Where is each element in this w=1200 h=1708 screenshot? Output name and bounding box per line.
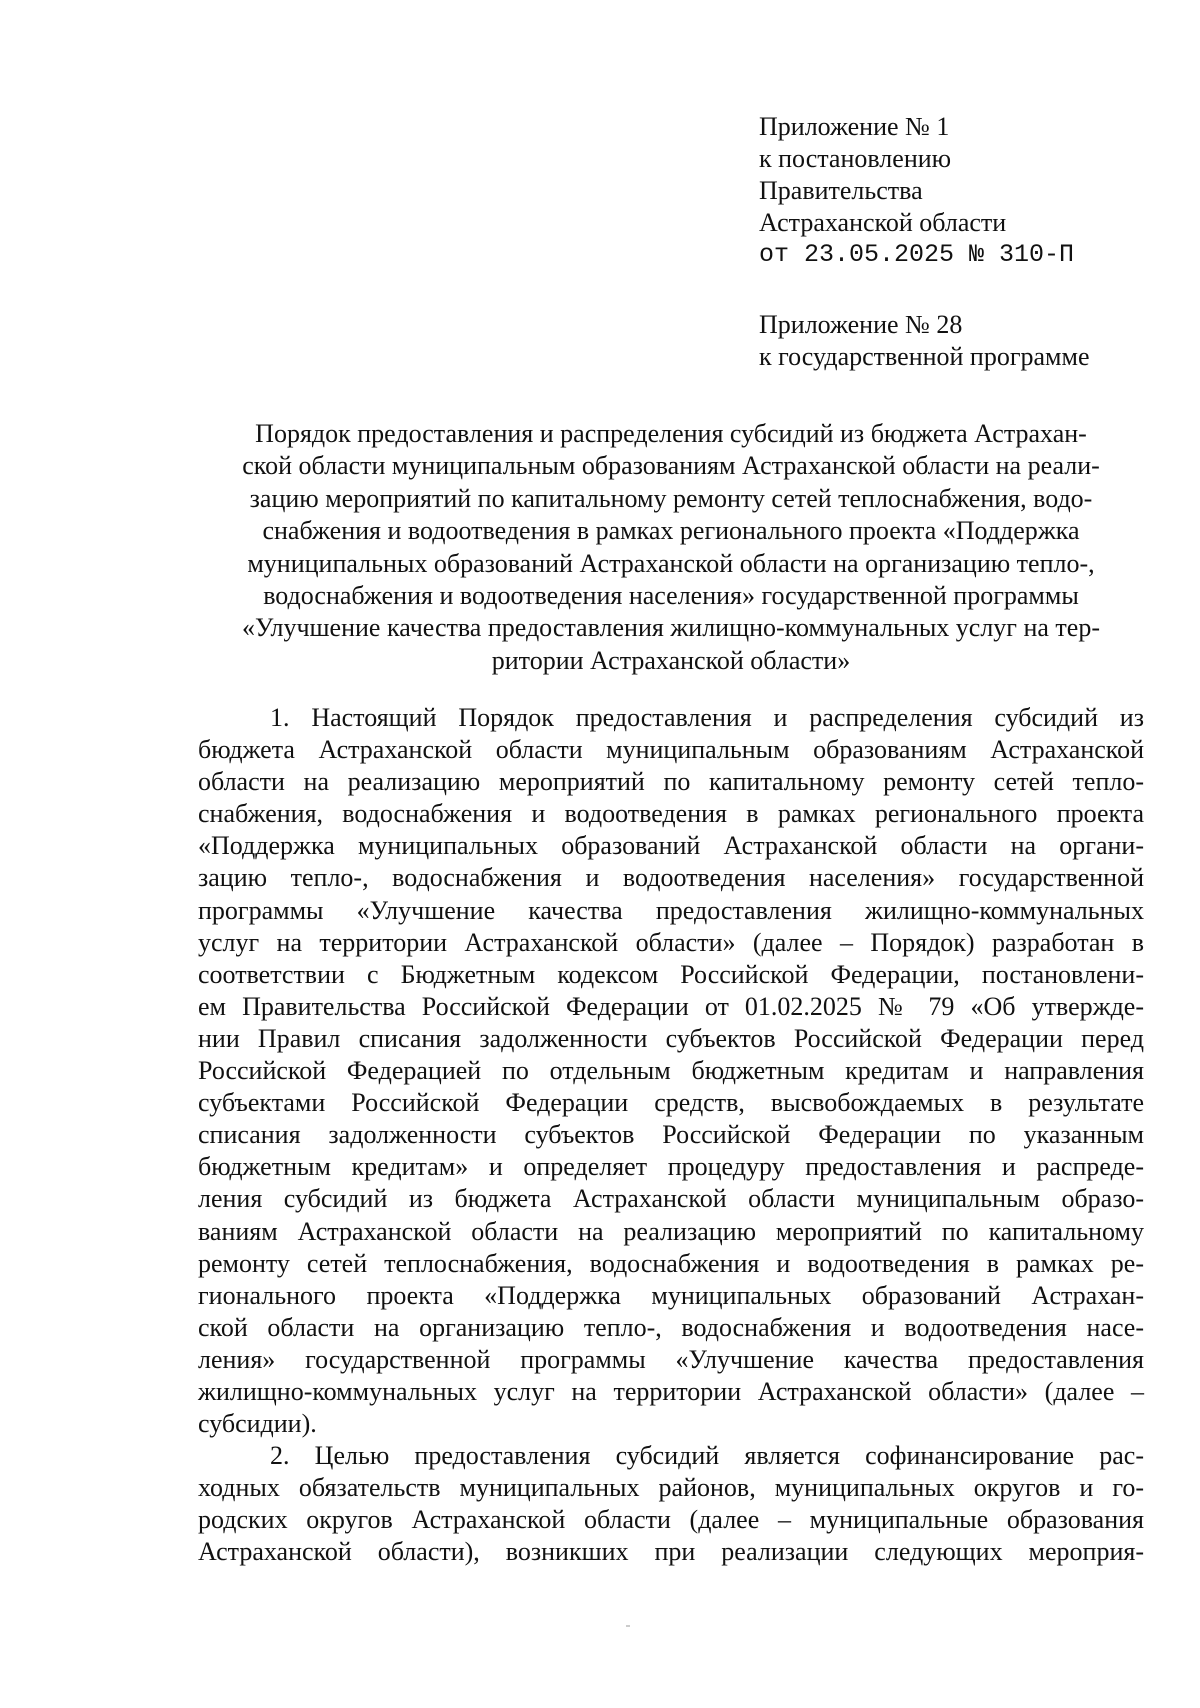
paragraph-line: родских округов Астраханской области (далее – муниципальные образования [198, 1505, 1144, 1535]
title-line: водоснабжения и водоотведения населения» государственной программы [263, 581, 1079, 611]
title-line: Порядок предоставления и распределения субсидий из бюджета Астрахан- [255, 419, 1087, 448]
paragraph-line: Астраханской области), возникших при реализации следующих мероприя- [198, 1537, 1144, 1567]
appendix-1-line: Приложение № 1 [759, 112, 950, 141]
document-title [198, 418, 1144, 677]
appendix-1-line: Правительства [759, 176, 923, 205]
paragraph-line: бюджетным кредитам» и определяет процедуру предоставления и распреде- [198, 1152, 1144, 1182]
paragraph-line: ления субсидий из бюджета Астраханской области муниципальным образо- [198, 1184, 1144, 1214]
paragraph-line: субсидии). [198, 1409, 317, 1439]
paragraph-line: субъектами Российской Федерации средств, высвобождаемых в результате [198, 1088, 1144, 1118]
appendix-28-header [759, 309, 1179, 373]
paragraph-line: ления» государственной программы «Улучшение качества предоставления [198, 1344, 1144, 1374]
paragraph-line: ем Правительства Российской Федерации от 01.02.2025 № 79 «Об утвержде- [198, 991, 1144, 1021]
paragraph-line: «Поддержка муниципальных образований Астраханской области на органи- [198, 831, 1144, 861]
paragraph-line: ской области на организацию тепло-, водоснабжения и водоотведения насе- [198, 1312, 1144, 1342]
paragraph-1 [198, 702, 1144, 1440]
appendix-1-header [759, 111, 1179, 271]
title-line: «Улучшение качества предоставления жилищно-коммунальных услуг на тер- [242, 613, 1100, 643]
title-line: ской области муниципальным образованиям Астраханской области на реали- [242, 451, 1100, 481]
paragraph-line: жилищно-коммунальных услуг на территории Астраханской области» (далее – [198, 1376, 1144, 1406]
title-line: муниципальных образований Астраханской области на организацию тепло-, [247, 548, 1095, 578]
document-body [198, 702, 1144, 1569]
paragraph-line: Российской Федерацией по отдельным бюджетным кредитам и направления [198, 1056, 1144, 1086]
title-line: снабжения и водоотведения в рамках регионального проекта «Поддержка [262, 516, 1080, 546]
paragraph-line: ходных обязательств муниципальных районов, муниципальных округов и го- [198, 1473, 1144, 1503]
paragraph-line: услуг на территории Астраханской области» (далее – Порядок) разработан в [198, 927, 1144, 957]
paragraph-line: области на реализацию мероприятий по капитальному ремонту сетей тепло- [198, 767, 1144, 797]
appendix-1-line: к постановлению [759, 144, 952, 173]
paragraph-2 [198, 1440, 1144, 1568]
paragraph-line: ваниям Астраханской области на реализацию мероприятий по капитальному [198, 1216, 1144, 1246]
paragraph-line: 2. Целью предоставления субсидий является софинансирование рас- [270, 1441, 1144, 1471]
appendix-28-line: к государственной программе [759, 342, 1090, 371]
scan-speck [626, 1625, 630, 1627]
paragraph-line: 1. Настоящий Порядок предоставления и распределения субсидий из [270, 703, 1144, 732]
appendix-28-line: Приложение № 28 [759, 310, 963, 339]
title-line: ритории Астраханской области» [491, 645, 851, 675]
paragraph-line: программы «Улучшение качества предоставления жилищно-коммунальных [198, 895, 1144, 925]
paragraph-line: гионального проекта «Поддержка муниципальных образований Астрахан- [198, 1280, 1144, 1310]
paragraph-line: зацию тепло-, водоснабжения и водоотведения населения» государственной [198, 863, 1144, 893]
paragraph-line: нии Правил списания задолженности субъектов Российской Федерации перед [198, 1023, 1144, 1053]
appendix-1-line: Астраханской области [759, 208, 1007, 237]
paragraph-line: снабжения, водоснабжения и водоотведения в рамках регионального проекта [198, 799, 1144, 829]
paragraph-line: соответствии с Бюджетным кодексом Российской Федерации, постановлени- [198, 959, 1144, 989]
paragraph-line: списания задолженности субъектов Российской Федерации по указанным [198, 1120, 1144, 1150]
title-line: зацию мероприятий по капитальному ремонту сетей теплоснабжения, водо- [249, 483, 1093, 513]
paragraph-line: бюджета Астраханской области муниципальным образованиям Астраханской [198, 735, 1144, 765]
resolution-date-number: от 23.05.2025 № 310-П [759, 240, 1075, 269]
paragraph-line: ремонту сетей теплоснабжения, водоснабжения и водоотведения в рамках ре- [198, 1248, 1144, 1278]
